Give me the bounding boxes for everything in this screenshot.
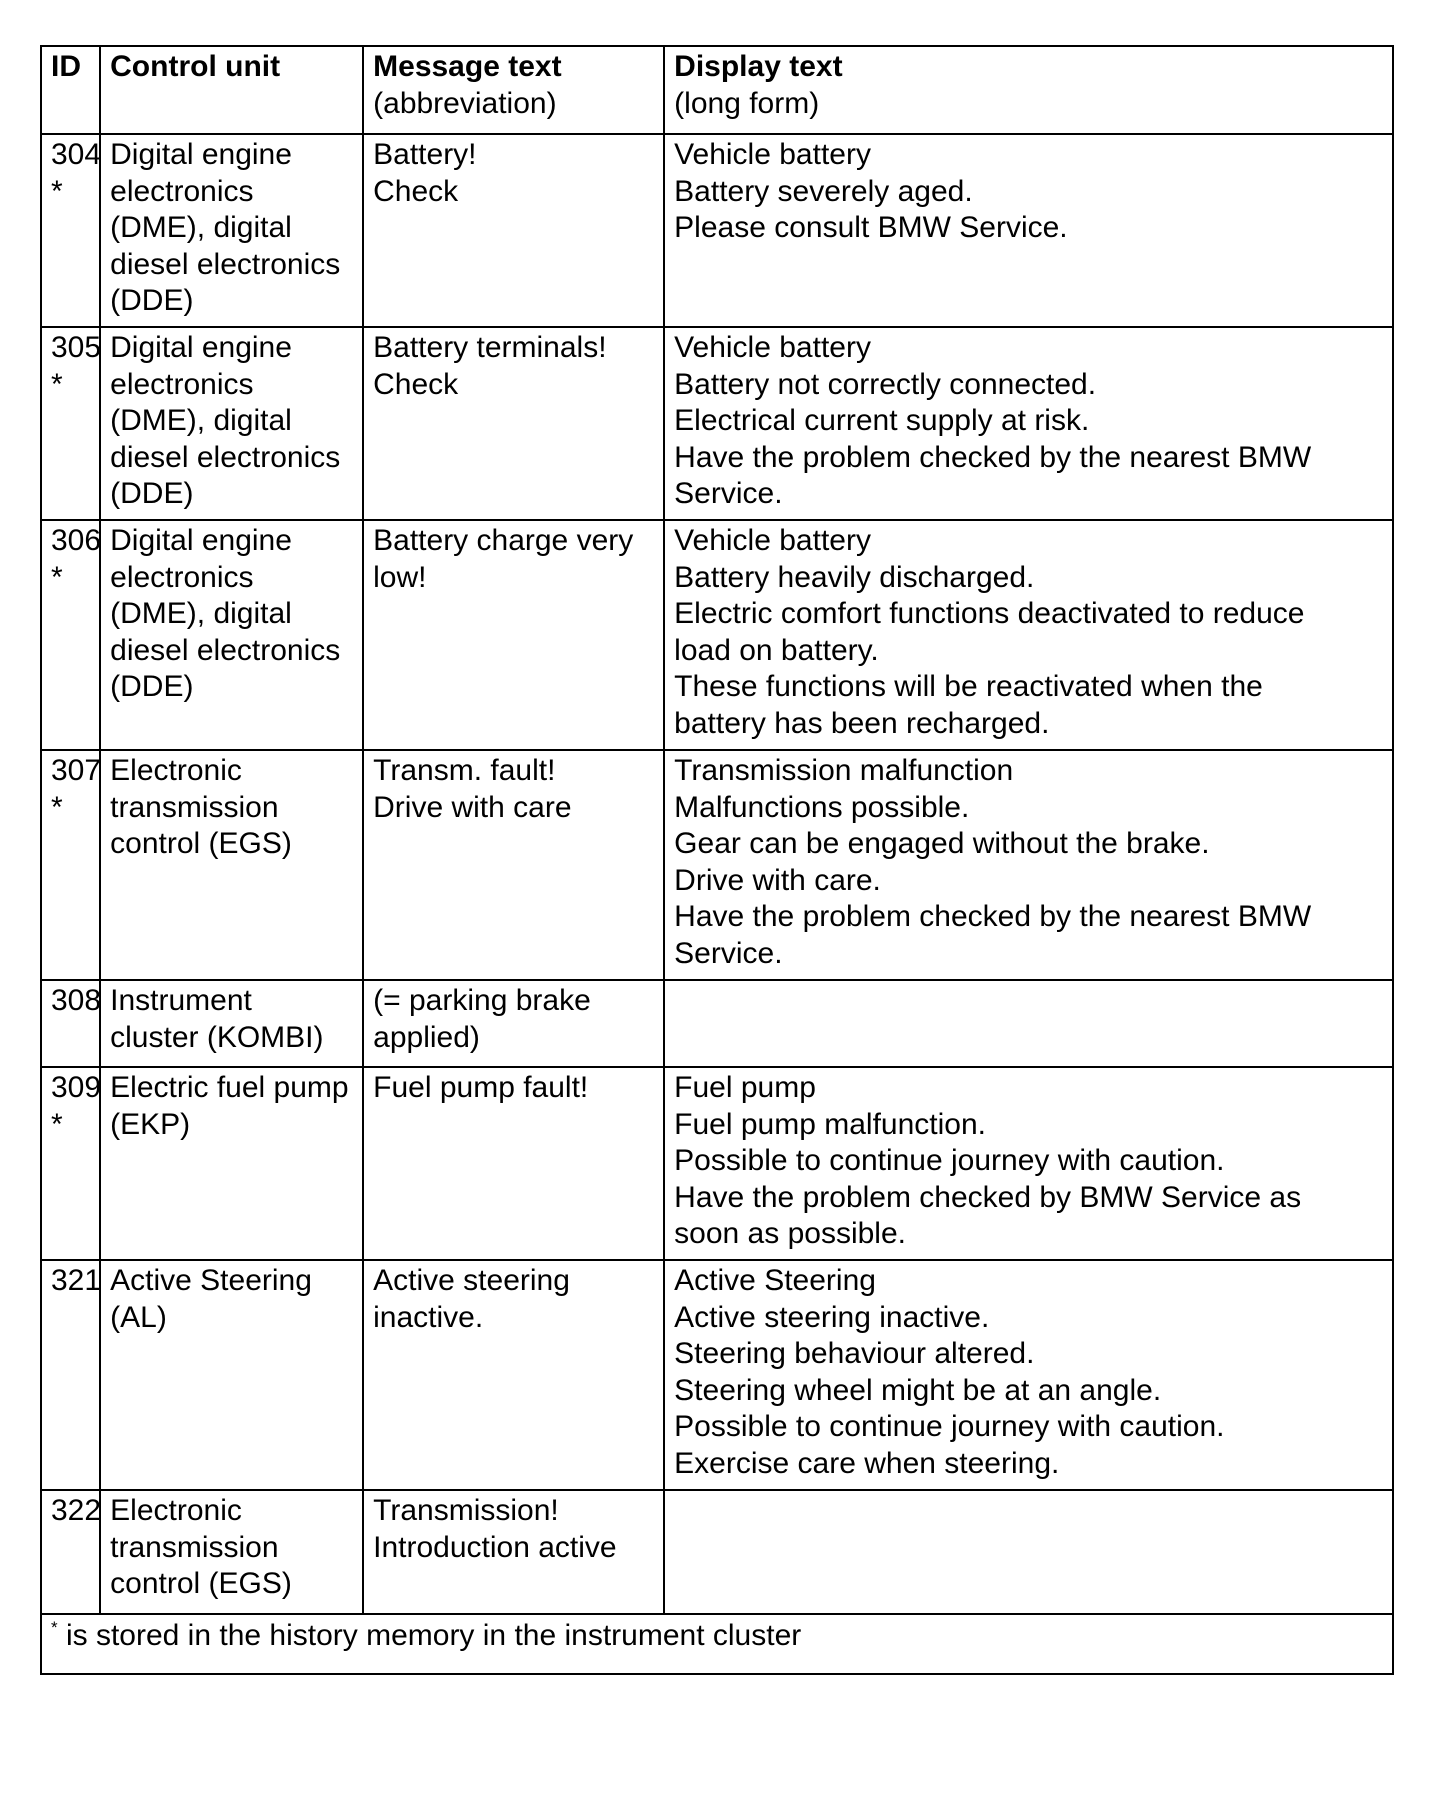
cell-display-text-line: Battery heavily discharged. (674, 560, 1035, 594)
cell-message-text-line: Check (373, 367, 459, 401)
cell-control-unit (100, 980, 363, 1067)
cell-display-text-line: soon as possible. (674, 1217, 906, 1250)
header-message-text-sub: (abbreviation) (373, 86, 557, 120)
cell-display-text-line: Vehicle battery (674, 524, 871, 557)
cell-control-unit (100, 1260, 363, 1490)
table-row (41, 520, 1393, 750)
cell-display-text-line: Have the problem checked by BMW Service as (674, 1180, 1302, 1214)
cell-control-unit-line: (DME), digital (110, 597, 292, 630)
cell-display-text-line: Possible to continue journey with caution. (674, 1144, 1225, 1177)
cell-display-text-line: Please consult BMW Service. (674, 211, 1068, 244)
cell-message-text-line: Introduction active (373, 1530, 617, 1564)
cell-display-text-line: Vehicle battery (674, 138, 871, 171)
cell-display-text-line: Fuel pump (674, 1071, 816, 1104)
cell-control-unit (100, 750, 363, 980)
cell-control-unit-line: (DDE) (110, 284, 194, 317)
cell-display-text-line: Battery not correctly connected. (674, 367, 1097, 401)
footnote (41, 1614, 1393, 1674)
cell-message-text (363, 1260, 664, 1490)
cell-control-unit-line: (DME), digital (110, 211, 292, 244)
row-id: 305 (51, 331, 102, 364)
row-id: 306 (51, 524, 102, 557)
row-id: 307 (51, 754, 102, 787)
cell-display-text (664, 134, 1393, 327)
header-control-unit-label: Control unit (110, 50, 281, 83)
cell-control-unit-line: (DME), digital (110, 404, 292, 437)
cell-message-text (363, 134, 664, 327)
footnote-row (41, 1614, 1393, 1674)
table-row (41, 750, 1393, 980)
cell-control-unit-line: Instrument (110, 984, 252, 1017)
cell-id (41, 1260, 100, 1490)
cell-control-unit-line: diesel electronics (110, 440, 341, 474)
cell-display-text-line: Transmission malfunction (674, 754, 1014, 787)
cell-control-unit-line: (AL) (110, 1300, 167, 1334)
cell-display-text-line: Electrical current supply at risk. (674, 404, 1090, 437)
table-row (41, 1260, 1393, 1490)
cell-message-text-line: Check (373, 174, 459, 208)
cell-display-text (664, 980, 1393, 1067)
cell-display-text (664, 327, 1393, 520)
history-memory-star: * (51, 790, 63, 824)
cell-message-text-line: Battery! (373, 138, 477, 171)
header-display-text-label: Display text (674, 50, 843, 83)
cell-display-text-line: Steering wheel might be at an angle. (674, 1373, 1162, 1407)
cell-display-text-line: Active steering inactive. (674, 1300, 990, 1334)
cell-message-text (363, 980, 664, 1067)
cell-control-unit-line: Electronic (110, 1494, 242, 1527)
cell-control-unit-line: (DDE) (110, 670, 194, 703)
cell-display-text-line: Steering behaviour altered. (674, 1337, 1035, 1370)
cell-display-text-line: Possible to continue journey with caution. (674, 1410, 1225, 1443)
cell-id (41, 750, 100, 980)
footnote-marker: * (51, 1618, 58, 1637)
message-table (40, 45, 1394, 1675)
cell-display-text-line: battery has been recharged. (674, 706, 1050, 740)
cell-display-text-line: These functions will be reactivated when the (674, 670, 1263, 703)
cell-display-text-line: Vehicle battery (674, 331, 871, 364)
cell-control-unit-line: control (EGS) (110, 1567, 292, 1600)
cell-control-unit (100, 520, 363, 750)
cell-control-unit-line: (DDE) (110, 477, 194, 510)
cell-display-text-line: Have the problem checked by the nearest BMW (674, 440, 1312, 474)
cell-control-unit-line: Electronic (110, 754, 242, 787)
cell-display-text (664, 1067, 1393, 1260)
cell-display-text (664, 750, 1393, 980)
cell-message-text-line: Battery terminals! (373, 331, 607, 364)
cell-display-text-line: Service. (674, 477, 783, 510)
cell-id (41, 1490, 100, 1614)
row-id: 304 (51, 138, 102, 171)
table-header-row (41, 46, 1393, 134)
cell-control-unit (100, 327, 363, 520)
cell-id (41, 980, 100, 1067)
cell-control-unit-line: diesel electronics (110, 633, 341, 667)
table-row (41, 1490, 1393, 1614)
header-control-unit (100, 46, 363, 134)
cell-message-text-line: inactive. (373, 1300, 484, 1334)
cell-display-text-line: Have the problem checked by the nearest BMW (674, 900, 1312, 933)
row-id: 308 (51, 984, 102, 1017)
header-display-text (664, 46, 1393, 134)
cell-control-unit-line: Active Steering (110, 1264, 312, 1297)
cell-message-text-line: Drive with care (373, 790, 572, 824)
cell-control-unit-line: cluster (KOMBI) (110, 1020, 324, 1054)
cell-id (41, 134, 100, 327)
cell-display-text-line: Active Steering (674, 1264, 876, 1297)
cell-id (41, 520, 100, 750)
header-display-text-sub: (long form) (674, 86, 820, 120)
cell-control-unit-line: electronics (110, 174, 254, 208)
cell-control-unit-line: (EKP) (110, 1107, 191, 1141)
cell-control-unit-line: Digital engine (110, 331, 292, 364)
cell-message-text (363, 1490, 664, 1614)
cell-display-text (664, 520, 1393, 750)
history-memory-star: * (51, 1107, 63, 1141)
header-id-label: ID (51, 50, 81, 83)
history-memory-star: * (51, 367, 63, 401)
header-id (41, 46, 100, 134)
cell-display-text-line: Gear can be engaged without the brake. (674, 827, 1210, 860)
table-row (41, 980, 1393, 1067)
cell-message-text-line: Battery charge very (373, 524, 634, 557)
cell-message-text-line: applied) (373, 1020, 480, 1054)
table-row (41, 1067, 1393, 1260)
cell-display-text-line: Service. (674, 936, 783, 970)
cell-message-text (363, 1067, 664, 1260)
cell-id (41, 1067, 100, 1260)
history-memory-star: * (51, 560, 63, 594)
cell-control-unit-line: Electric fuel pump (110, 1071, 349, 1104)
cell-control-unit-line: electronics (110, 367, 254, 401)
cell-control-unit-line: Digital engine (110, 138, 292, 171)
header-message-text-label: Message text (373, 50, 562, 83)
cell-id (41, 327, 100, 520)
cell-message-text-line: Active steering (373, 1264, 570, 1297)
footnote-text: is stored in the history memory in the instrument cluster (57, 1619, 802, 1652)
cell-display-text-line: load on battery. (674, 633, 879, 667)
row-id: 321 (51, 1264, 102, 1297)
cell-display-text-line: Exercise care when steering. (674, 1446, 1060, 1480)
cell-message-text (363, 327, 664, 520)
cell-message-text-line: Fuel pump fault! (373, 1071, 589, 1104)
history-memory-star: * (51, 174, 63, 208)
cell-display-text-line: Battery severely aged. (674, 174, 973, 208)
cell-display-text-line: Drive with care. (674, 863, 881, 897)
cell-display-text (664, 1490, 1393, 1614)
cell-control-unit (100, 1067, 363, 1260)
cell-control-unit-line: control (EGS) (110, 827, 292, 860)
cell-display-text-line: Fuel pump malfunction. (674, 1107, 986, 1141)
cell-control-unit-line: transmission (110, 1530, 279, 1564)
cell-message-text-line: (= parking brake (373, 984, 591, 1017)
table-row (41, 327, 1393, 520)
table-row (41, 134, 1393, 327)
row-id: 322 (51, 1494, 102, 1527)
cell-control-unit-line: transmission (110, 790, 279, 824)
cell-control-unit-line: diesel electronics (110, 247, 341, 281)
cell-message-text (363, 520, 664, 750)
cell-message-text-line: low! (373, 560, 427, 594)
cell-display-text (664, 1260, 1393, 1490)
cell-display-text-line: Electric comfort functions deactivated to reduce (674, 597, 1305, 630)
cell-message-text (363, 750, 664, 980)
cell-control-unit-line: electronics (110, 560, 254, 594)
cell-message-text-line: Transm. fault! (373, 754, 556, 787)
table-body (41, 134, 1393, 1614)
header-message-text (363, 46, 664, 134)
cell-message-text-line: Transmission! (373, 1494, 559, 1527)
cell-control-unit-line: Digital engine (110, 524, 292, 557)
cell-display-text-line: Malfunctions possible. (674, 790, 970, 824)
cell-control-unit (100, 134, 363, 327)
cell-control-unit (100, 1490, 363, 1614)
row-id: 309 (51, 1071, 102, 1104)
